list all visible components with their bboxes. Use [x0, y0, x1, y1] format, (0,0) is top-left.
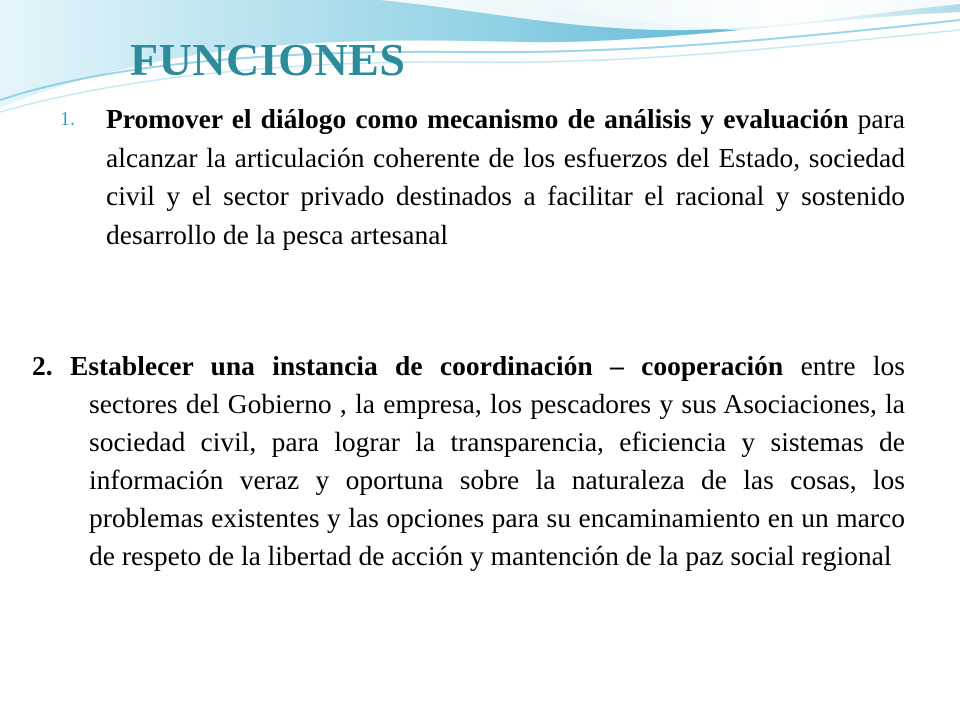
- list-item-bold-text: Establecer una instancia de coordinación – cooperación: [69, 350, 784, 381]
- list-item-number: 2.: [32, 350, 70, 381]
- list-item-number: 1.: [60, 108, 75, 130]
- list-item-body: [106, 100, 905, 254]
- slide-title: FUNCIONES: [130, 34, 406, 85]
- list-item-text: para alcanzar la articulación coherente de los esfuerzos del Estado, sociedad civil y el sector privado destinados a facilitar el racional y sostenido desarrollo de la pesca artesanal: [106, 103, 905, 250]
- list-item-1: [60, 100, 905, 254]
- list-item-bold-text: Promover el diálogo como mecanismo de análisis y evaluación: [106, 103, 849, 134]
- list-item-body: [32, 347, 905, 575]
- list-item-2: [32, 347, 905, 575]
- list-item-text: entre los sectores del Gobierno , la empresa, los pescadores y sus Asociaciones, la sociedad civil, para lograr la transparencia, eficiencia y sistemas de información veraz y oportuna sobre la naturaleza de las cosas, los problemas existentes y las opciones para su encaminamiento en un marco de respeto de la libertad de acción y mantención de la paz social regional: [89, 350, 905, 571]
